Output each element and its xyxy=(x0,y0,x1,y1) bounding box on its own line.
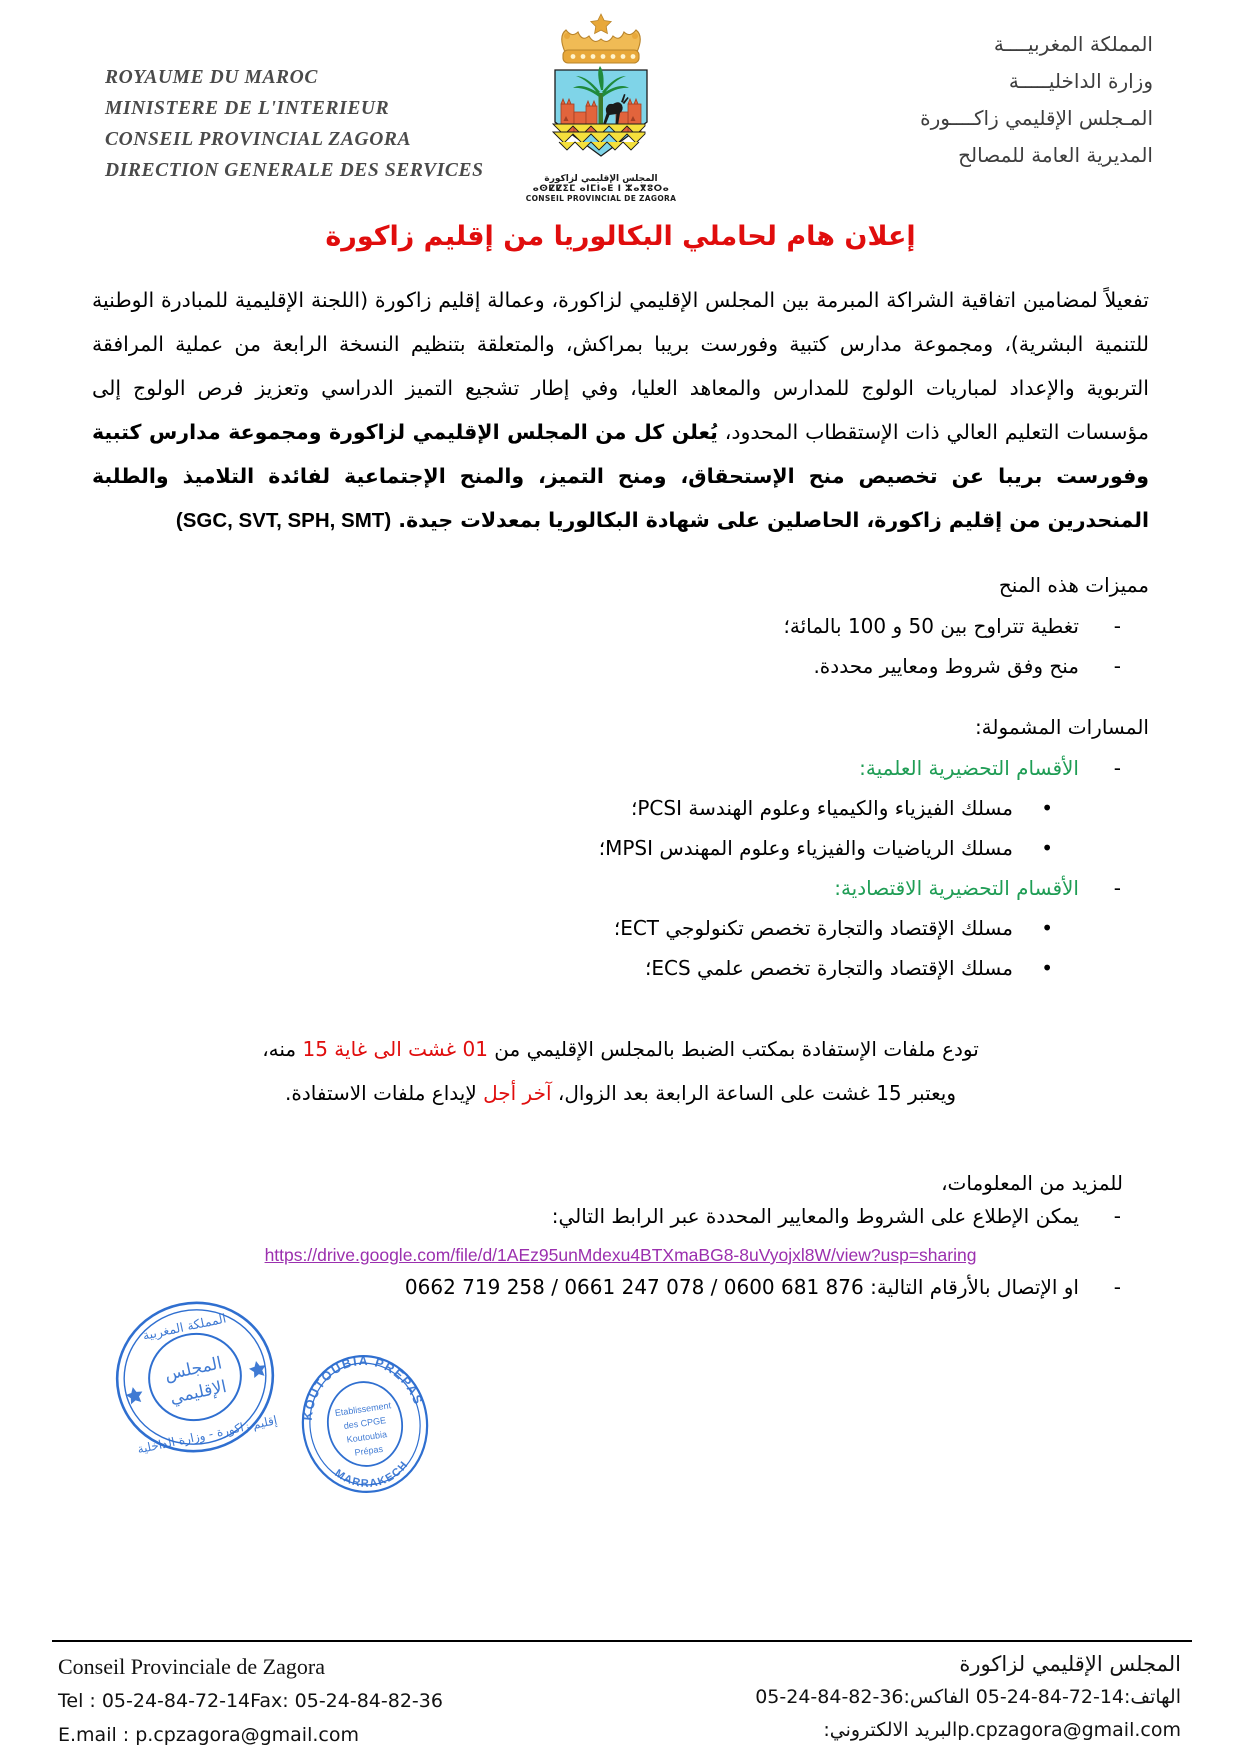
tracks-heading: المسارات المشمولة: xyxy=(974,715,1149,739)
footer-tel-fr: Tel : 05-24-84-72-14Fax: 05-24-84-82-36 xyxy=(58,1690,443,1712)
contact-phone-numbers: 0662 719 258 / 0661 247 078 / 0600 681 876 xyxy=(404,1275,864,1299)
arabic-header-line-2: وزارة الداخليـــــة xyxy=(1008,69,1153,93)
logo-caption-french: CONSEIL PROVINCIAL DE ZAGORA xyxy=(525,194,677,203)
partner-stamp-icon xyxy=(278,1348,453,1500)
stamp-arc-bottom-text: MARRAKECH xyxy=(332,1458,411,1490)
coat-of-arms-icon xyxy=(521,8,681,173)
stamp-center-line-3: Koutoubia xyxy=(346,1429,388,1445)
list-item: - منح وفق شروط ومعايير محددة. xyxy=(92,647,1149,685)
list-item-link-info: - يمكن الإطلاع على الشروط والمعايير المحددة عبر الرابط التالي: xyxy=(92,1197,1149,1235)
deadline-line-2 xyxy=(92,1071,1149,1115)
footer-fax-label: الفاكس: xyxy=(903,1686,976,1708)
stamp-arc-top-text: KOUTOUBIA PREPAS xyxy=(300,1354,426,1422)
list-item: • مسلك الرياضيات والفيزياء وعلوم المهندس MPSI؛ xyxy=(92,829,1149,867)
deadline-line-1-suffix: منه، xyxy=(262,1037,303,1061)
stamp-center-line-1: Etablissement xyxy=(334,1400,392,1419)
features-heading: مميزات هذه المنح xyxy=(998,573,1149,597)
svg-text:MARRAKECH xyxy=(331,1457,413,1495)
deadline-line-1 xyxy=(92,1027,1149,1071)
stamp-inner-text-1: المجلس xyxy=(162,1353,224,1385)
deadline-final-term: آخر أجل xyxy=(483,1081,552,1105)
deadline-line-1-prefix: تودع ملفات الإستفادة بمكتب الضبط بالمجلس الإقليمي من xyxy=(487,1037,979,1061)
stamp-outer-bottom-text: إقليم زاكورة - وزارة الداخلية xyxy=(136,1413,279,1457)
stamp-koutoubia-prepas xyxy=(278,1348,453,1504)
page-title: إعلان هام لحاملي البكالوريا من إقليم زاكورة xyxy=(325,221,916,252)
french-header-line-4: DIRECTION GENERALE DES SERVICES xyxy=(105,160,484,181)
more-info-heading: للمزيد من المعلومات، xyxy=(941,1171,1123,1195)
arabic-header-line-3: المـجلس الإقليمي زاكــــورة xyxy=(920,106,1153,130)
footer-divider xyxy=(52,1640,1192,1642)
more-info-list xyxy=(92,1197,1149,1235)
footer-org-name-fr: Conseil Provinciale de Zagora xyxy=(58,1654,325,1679)
tracks-list xyxy=(92,749,1149,787)
phones-prefix: او الإتصال بالأرقام التالية: xyxy=(863,1275,1079,1299)
tracks-list-economic xyxy=(92,869,1149,907)
french-header-line-2: MINISTERE DE L'INTERIEUR xyxy=(105,98,390,119)
stamp-center-line-4: Prépas xyxy=(353,1443,384,1458)
stamp-outer-top-text: المملكة المغربية xyxy=(141,1310,228,1343)
official-stamp-icon xyxy=(88,1288,303,1466)
footer-email-fr: E.mail : p.cpzagora@gmail.com xyxy=(58,1724,359,1746)
footer-fax-value: 05-24-84-82-36 xyxy=(755,1686,904,1708)
features-list xyxy=(92,607,1149,685)
list-item: - تغطية تتراوح بين 50 و 100 بالمائة؛ xyxy=(92,607,1149,645)
logo-caption-tifinagh: ⴰⵙⵇⵇⵉⵎ ⴰⵏⵎⵏⴰⴹ ⵏ ⵣⴰⴳⵓⵔⴰ xyxy=(532,184,670,194)
footer-email-label: البريد الالكتروني: xyxy=(823,1719,958,1741)
coat-of-arms-logo xyxy=(506,8,696,204)
list-item: • مسلك الفيزياء والكيمياء وعلوم الهندسة PCSI؛ xyxy=(92,789,1149,827)
track-group-label-scientific: - الأقسام التحضيرية العلمية: xyxy=(92,749,1149,787)
deadline-dates: 01 غشت الى غاية 15 xyxy=(302,1037,488,1061)
footer-org-name-ar: المجلس الإقليمي لزاكورة xyxy=(959,1652,1181,1676)
arabic-header-line-1: المملكة المغربيــــة xyxy=(993,32,1153,56)
conditions-document-link[interactable]: https://drive.google.com/file/d/1AEz95unMdexu4BTXmaBG8-8uVyojxl8W/view?usp=sharing xyxy=(264,1245,977,1265)
french-header-line-1: ROYAUME DU MAROC xyxy=(105,67,318,88)
intro-paragraph xyxy=(92,278,1149,543)
stamp-conseil-provincial-zagora xyxy=(88,1288,303,1470)
footer-email-ar xyxy=(755,1714,1181,1747)
stamp-center-line-2: des CPGE xyxy=(343,1415,387,1431)
footer-tel-value: 05-24-84-72-14 xyxy=(975,1686,1125,1708)
arabic-header-line-4: المديرية العامة للمصالح xyxy=(958,143,1153,167)
list-item: • مسلك الإقتصاد والتجارة تخصص علمي ECS؛ xyxy=(92,949,1149,987)
footer-left xyxy=(58,1650,443,1752)
footer-email-value: p.cpzagora@gmail.com xyxy=(957,1719,1181,1741)
arabic-header xyxy=(920,26,1153,174)
french-header-line-3: CONSEIL PROVINCIAL ZAGORA xyxy=(105,129,412,150)
baccalaureate-streams-codes: (SGC, SVT, SPH, SMT) xyxy=(175,509,392,532)
deadline-line-2-prefix: ويعتبر 15 غشت على الساعة الرابعة بعد الزوال، xyxy=(551,1081,956,1105)
french-header xyxy=(105,62,484,186)
intro-paragraph-bold: يُعلن كل من المجلس الإقليمي لزاكورة ومجموعة مدارس كتبية وفورست بريبا عن تخصيص منح الإستحقاق، ومنح التميز، والمنح الإجتماعية لفائدة التلاميذ والطلبة المنحدرين من إقليم زاكورة، الحاصلين على شهادة البكالوريا بمعدلات جيدة. xyxy=(92,420,1149,532)
footer-tel-ar xyxy=(755,1681,1181,1714)
letterhead xyxy=(0,0,1241,215)
footer-tel-label: الهاتف: xyxy=(1124,1686,1181,1708)
tracks-scientific-items xyxy=(92,789,1149,867)
tracks-economic-items xyxy=(92,909,1149,987)
conditions-link-row xyxy=(92,1245,1149,1266)
stamp-inner-text-2: الإقليمي xyxy=(168,1376,229,1409)
intro-paragraph-regular: تفعيلاً لمضامين اتفاقية الشراكة المبرمة بين المجلس الإقليمي لزاكورة، وعمالة إقليم زاكورة (اللجنة الإقليمية للمبادرة الوطنية للتنمية البشرية)، ومجموعة مدارس كتبية وفورست بريبا بمراكش، والمتعلقة بتنظيم النسخة الرابعة من عملية المرافقة التربوية والإعداد لمباريات الولوج للمدارس والمعاهد العليا، وفي إطار تشجيع التميز الدراسي وتعزيز فرص الولوج إلى مؤسسات التعليم العالي ذات الإستقطاب المحدود، xyxy=(92,288,1149,444)
footer-right xyxy=(755,1648,1181,1747)
logo-caption-arabic: المجلس الإقليمي لزاكورة xyxy=(544,174,658,184)
deadline-paragraph xyxy=(92,1027,1149,1115)
footer xyxy=(0,1646,1241,1751)
logo-caption xyxy=(506,174,696,204)
deadline-line-2-suffix: لإيداع ملفات الاستفادة. xyxy=(285,1081,484,1105)
list-item: • مسلك الإقتصاد والتجارة تخصص تكنولوجي ECT؛ xyxy=(92,909,1149,947)
document-body xyxy=(0,278,1241,1306)
track-group-label-economic: - الأقسام التحضيرية الاقتصادية: xyxy=(92,869,1149,907)
